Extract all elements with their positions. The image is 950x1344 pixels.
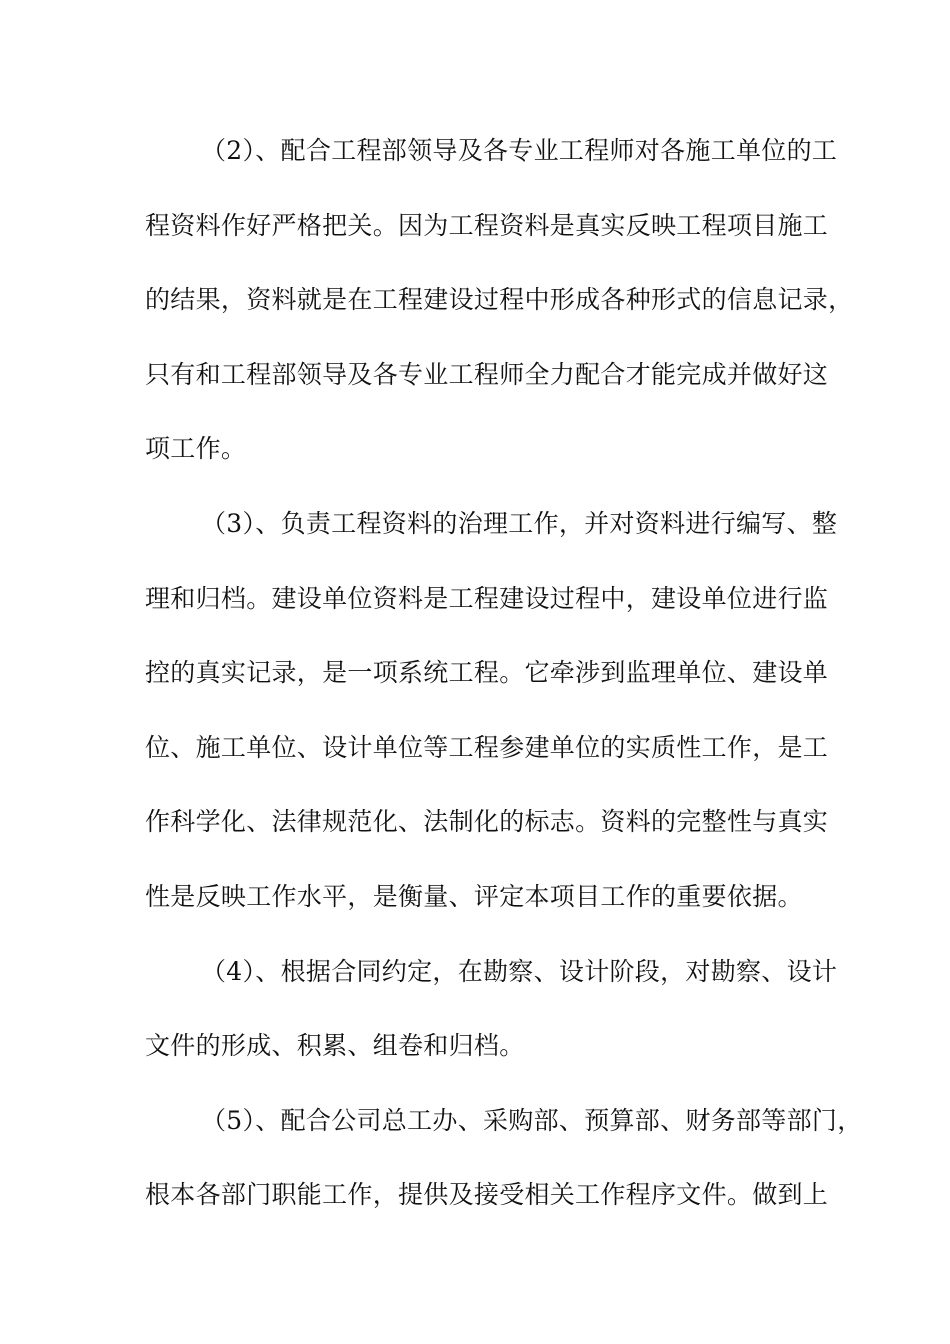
paragraph-4-line-2: 文件的形成、积累、组卷和归档。 <box>145 1031 525 1060</box>
paragraph-3-line-1: （3）、负责工程资料的治理工作，并对资料进行编写、整 <box>201 509 838 538</box>
paragraph-5-line-1: （5）、配合公司总工办、采购部、预算部、财务部等部门， <box>201 1106 863 1135</box>
paragraph-5-line-2: 根本各部门职能工作，提供及接受相关工作程序文件。做到上 <box>145 1180 829 1209</box>
paragraph-3-line-3: 控的真实记录，是一项系统工程。它牵涉到监理单位、建设单 <box>145 658 829 687</box>
paragraph-2-line-5: 项工作。 <box>145 434 247 463</box>
paragraph-4-line-1: （4）、根据合同约定，在勘察、设计阶段，对勘察、设计 <box>201 957 838 986</box>
paragraph-2-line-2: 程资料作好严格把关。因为工程资料是真实反映工程项目施工 <box>145 211 829 240</box>
paragraph-2-line-3: 的结果，资料就是在工程建设过程中形成各种形式的信息记录， <box>145 285 854 314</box>
paragraph-3-line-6: 性是反映工作水平，是衡量、评定本项目工作的重要依据。 <box>145 882 803 911</box>
paragraph-2-line-1: （2）、配合工程部领导及各专业工程师对各施工单位的工 <box>201 136 838 165</box>
paragraph-2-line-4: 只有和工程部领导及各专业工程师全力配合才能完成并做好这 <box>145 360 829 389</box>
paragraph-3-line-5: 作科学化、法律规范化、法制化的标志。资料的完整性与真实 <box>145 807 829 836</box>
paragraph-3-line-2: 理和归档。建设单位资料是工程建设过程中，建设单位进行监 <box>145 584 829 613</box>
paragraph-3-line-4: 位、施工单位、设计单位等工程参建单位的实质性工作，是工 <box>145 733 829 762</box>
